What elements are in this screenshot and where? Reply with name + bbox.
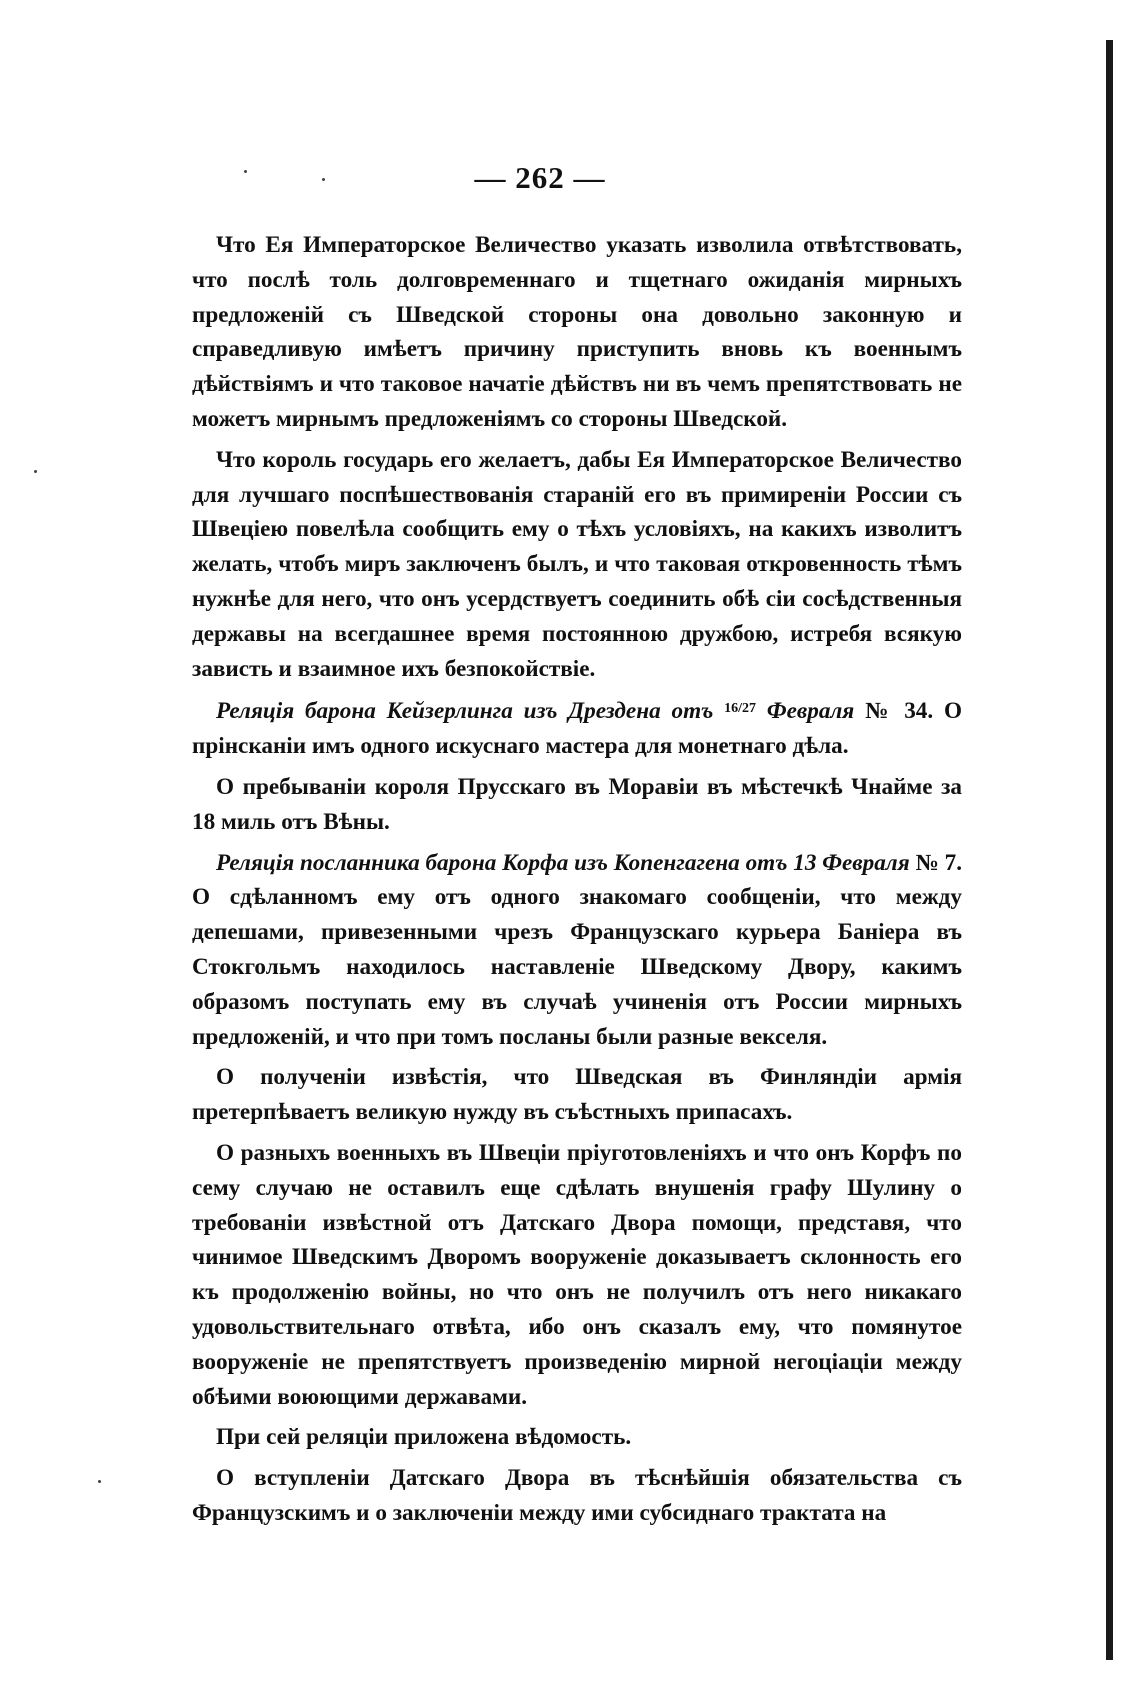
- paragraph: О полученіи извѣстія, что Шведская въ Финляндіи армія претерпѣваетъ великую нужду въ съѣстныхъ припасахъ.: [192, 1064, 962, 1126]
- relation-summary: № 7. О сдѣланномъ ему отъ одного знакомаго сообщеніи, что между депешами, привезенными чрезъ Французскаго курьера Баніера въ Стокгольмъ находилось наставленіе Шведскому Двору, какимъ образомъ поступать ему въ случаѣ учиненія отъ России мирныхъ предложеній, и что при томъ посланы были разные векселя.: [192, 849, 962, 1050]
- scan-speck: [98, 1480, 101, 1483]
- paragraph: Что Ея Императорское Величество указать изволила отвѣтствовать, что послѣ толь долговременнаго и тщетнаго ожиданія мирныхъ предложеній съ Шведской стороны она довольно законную и справедливую имѣетъ причину приступить вновь къ военнымъ дѣйствіямъ и что таковое начатіе дѣйствъ ни въ чемъ препятствовать не можетъ мирнымъ предложеніямъ со стороны Шведской.: [192, 232, 962, 432]
- scan-speck: [34, 470, 37, 473]
- paragraph: О разныхъ военныхъ въ Швеціи пріуготовленіяхъ и что онъ Корфъ по сему случаю не оставилъ еще сдѣлать внушенія графу Шулину о требованіи извѣстной отъ Датскаго Двора помощи, представя, что чинимое Шведскимъ Дворомъ вооруженіе доказываетъ склонность его къ продолженію войны, но что онъ не получилъ отъ него никакаго удовольствительнаго отвѣта, ибо онъ сказалъ ему, что помянутое вооруженіе не препятствуетъ произведенію мирной негоціаціи между обѣими воюющими державами.: [192, 1139, 962, 1410]
- paragraph: Что король государь его желаетъ, дабы Ея Императорское Величество для лучшаго поспѣшествованія стараній его въ примиреніи России съ Швеціею повелѣла сообщить ему о тѣхъ условіяхъ, на какихъ изволитъ желать, чтобъ миръ заключенъ былъ, и что таковая откровенность тѣмъ нужнѣе для него, что онъ усердствуетъ соединить обѣ сіи сосѣдственныя державы на всегдашнее время постоянною дружбою, истребя всякую зависть и взаимное ихъ безпокойствіе.: [192, 446, 962, 682]
- paragraph: О пребываніи короля Прусскаго въ Моравіи въ мѣстечкѣ Чнайме за 18 миль отъ Вѣны.: [192, 773, 962, 835]
- relation-heading-paragraph: [192, 692, 962, 764]
- paragraph: При сей реляціи приложена вѣдомость.: [216, 1424, 632, 1451]
- relation-heading: Реляція барона Кейзерлинга изъ Дрездена отъ: [216, 698, 714, 725]
- date-fraction: 16/27: [724, 701, 757, 717]
- relation-heading-paragraph: [192, 846, 962, 1055]
- body-text: [192, 228, 962, 1537]
- paragraph: О вступленіи Датскаго Двора въ тѣснѣйшія обязательства съ Французскимъ и о заключеніи между ими субсиднаго трактата на: [192, 1465, 962, 1526]
- page-number: — 262 —: [474, 160, 606, 195]
- relation-summary: № 34. О прінсканіи имъ одного искуснаго мастера для монетнаго дѣла.: [192, 698, 963, 760]
- page-edge-shadow: [1106, 40, 1113, 1660]
- relation-heading-month: Февраля: [766, 698, 855, 725]
- relation-heading: Реляція посланника барона Корфа изъ Копенгагена отъ 13 Февраля: [216, 849, 910, 876]
